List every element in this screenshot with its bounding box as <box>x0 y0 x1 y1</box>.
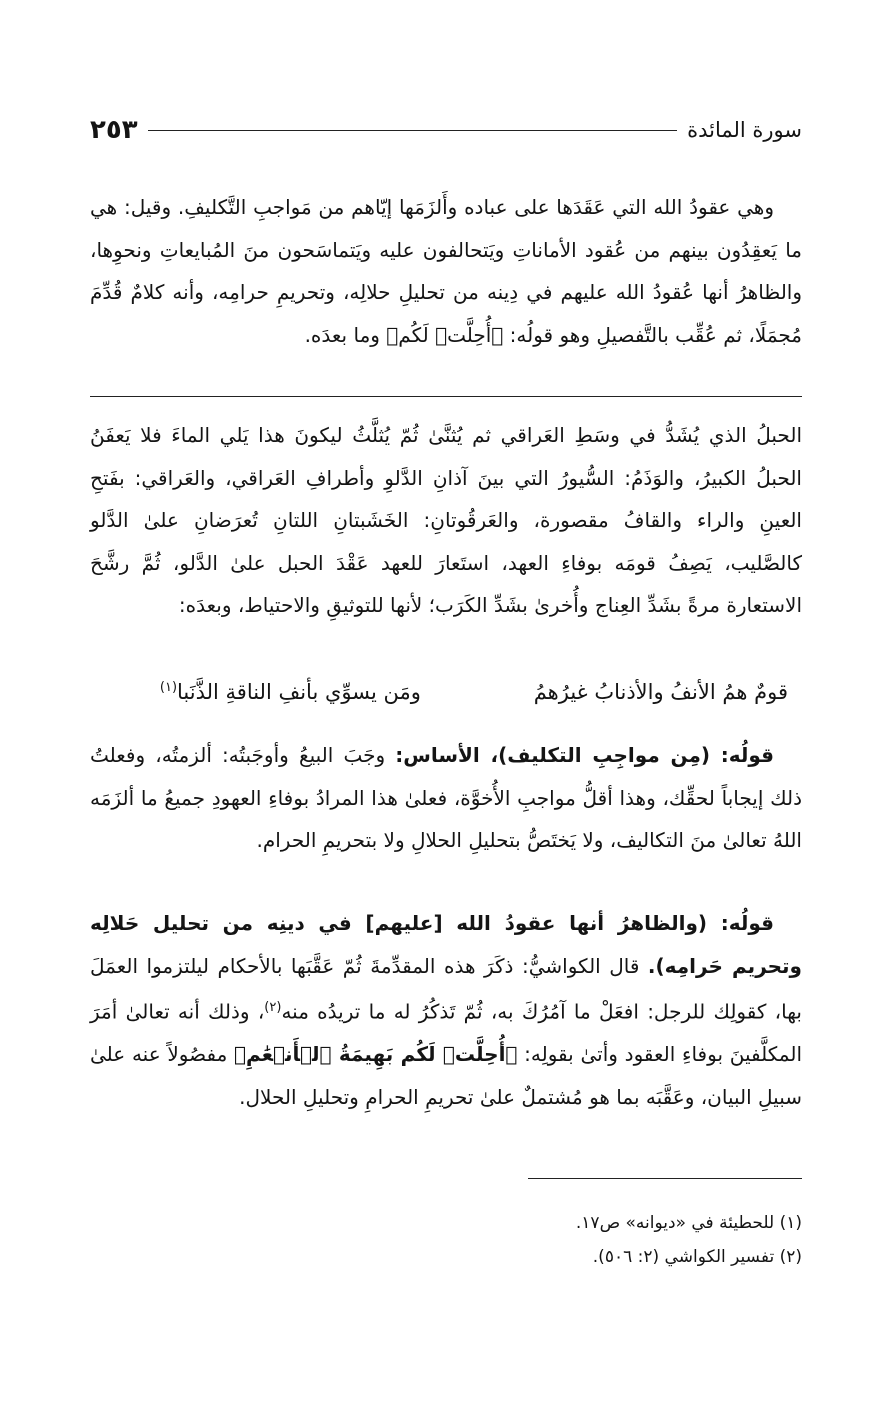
commentary-block-3 <box>90 902 802 1118</box>
page-number: ٢٥٣ <box>90 115 138 145</box>
main-separator-rule <box>90 396 802 397</box>
footnote-ref-1: (١) <box>159 680 178 695</box>
verse-second-text: ومَن يسوِّي بأنفِ الناقةِ الذَّنَبا <box>177 680 421 704</box>
surah-title: سورة المائدة <box>687 118 802 142</box>
commentary-paragraph <box>90 734 802 862</box>
commentary-paragraph <box>90 902 802 1118</box>
running-header <box>90 110 802 150</box>
commentary-block-1 <box>90 414 802 627</box>
quran-quote: ﴿أُحِلَّتۡ لَكُم بَهِيمَةُ ٱلۡأَنۡعَٰمِ﴾ <box>234 1042 518 1067</box>
commentary-body-end: مفصُولاً عنه علىٰ سبيلِ البيان، وعَقَّبَه بما هو مُشتملٌ علىٰ تحريمِ الحرامِ وتحليلِ الحلال. <box>90 1042 802 1109</box>
main-paragraph: وهي عقودُ الله التي عَقَدَها على عباده وأَلزَمَها إيّاهم من مَواجبِ التَّكليفِ. وقيل: هي ما يَعقِدُون بينهم من عُقود الأماناتِ ويَتحالفون عليه ويَتماسَحون منَ المُبايعاتِ ونحوِها، والظاهرُ أنها عُقودُ الله عليهم في دِينه من تحليلِ حلالِه، وتحريمِ حرامِه، وأنه كلامٌ قُدِّمَ مُجمَلًا، ثم عُقِّب بالتَّفصيلِ وهو قولُه: ﴿أُحِلَّتۡ لَكُم﴾ وما بعدَه. <box>90 195 802 347</box>
poetry-verse <box>90 670 802 714</box>
commentary-body: قال الكواشيُّ: ذكَرَ هذه المقدِّمةَ ثُمّ عَقَّبَها بالأحكام ليلتزموا العمَلَ بها، كقولِك للرجل: افعَلْ ما آمُرُكَ به، ثُمّ تَذكُرُ له ما تريدُه منه <box>90 953 802 1024</box>
verse-second-hemistich <box>90 680 471 704</box>
main-text <box>90 186 802 356</box>
commentary-body-cont: ، وذلك أنه تعالىٰ أمَرَ المكلَّفينَ بوفاءِ العقود وأتىٰ بقولِه: <box>90 999 803 1067</box>
book-page <box>90 0 802 1407</box>
header-rule <box>148 130 677 131</box>
footnote-1: (١) للحطيئة في «ديوانه» ص١٧. <box>575 1213 802 1233</box>
commentary-paragraph: الحبلُ الذي يُشَدُّ في وسَطِ العَراقي ثم يُثنَّىٰ ثُمّ يُثلَّثُ ليكونَ هذا يَلي الماءَ فلا يَعفَنُ الحبلُ الكبيرُ، والوَذَمُ: السُّيورُ التي بينَ آذانِ الدَّلوِ وأطرافِ العَراقي، والعَراقي: بفَتحِ العينِ والراء والقافُ مقصورة، والعَرقُوتانِ: الخَشَبتانِ اللتانِ تُعرَضانِ علىٰ الدَّلو كالصَّليب، يَصِفُ قومَه بوفاءِ العهد، استَعارَ للعهد عَقْدَ الحبل علىٰ الدَّلو، ثُمَّ رشَّحَ الاستعارة مرةً بشَدِّ العِناج وأُخرىٰ بشَدِّ الكَرَب؛ لأنها للتوثيقِ والاحتياط، وبعدَه: <box>90 423 802 617</box>
commentary-lead: قولُه: (والظاهرُ أنها عقودُ الله [عليهم] في دينِه من تحليل حَلالِه وتحريم حَرامِه). <box>90 911 802 978</box>
footnote-2: (٢) تفسير الكواشي (٢: ٥٠٦). <box>592 1247 802 1267</box>
verse-first-hemistich: قومٌ همُ الأنفُ والأذنابُ غيرُهمُ <box>533 680 788 704</box>
commentary-body: وجَبَ البيعُ وأوجَبتُه: ألزمتُه، وفعلتُ ذلك إيجاباً لحقِّك، وهذا أقلُّ مواجبِ الأُخوَّة، فعلىٰ هذا المرادُ بوفاءِ العهودِ جميعُ ما ألزَمَه اللهُ تعالىٰ منَ التكاليف، ولا يَختَصُّ بتحليلِ الحلالِ ولا بتحريمِ الحرام. <box>90 743 802 852</box>
footnotes <box>90 1208 802 1276</box>
footnote-rule <box>528 1178 802 1179</box>
commentary-block-2 <box>90 734 802 862</box>
commentary-lead: قولُه: (مِن مواجِبِ التكليف)، الأساس: <box>395 743 774 767</box>
footnote-ref-2: (٢) <box>264 1000 282 1015</box>
